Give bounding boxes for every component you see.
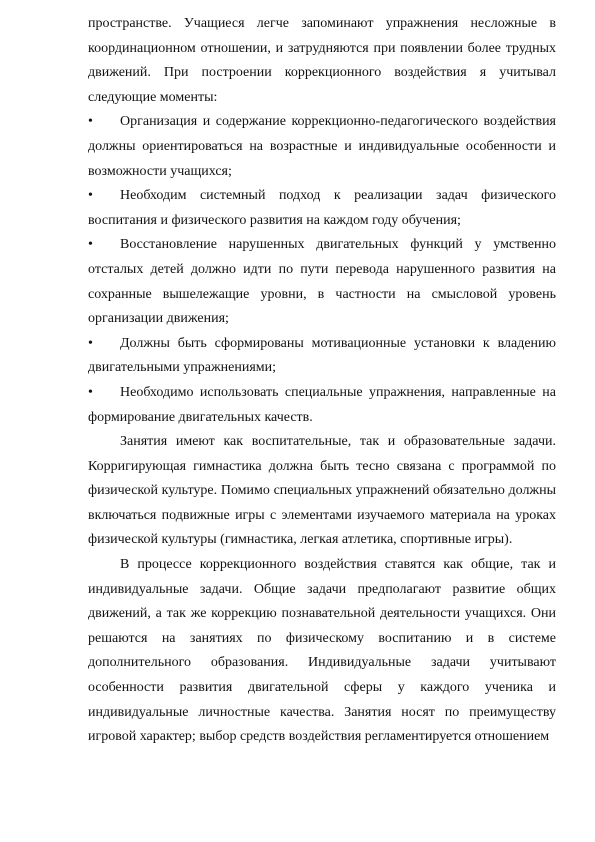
bullet-text: Организация и содержание коррекционно-педагогического воздействия должны ориентироваться на возрастные и индивидуальные особенности и возможности учащихся; [88,114,556,179]
bullet-item [88,184,556,233]
bullet-item [88,233,556,331]
bullet-text: Необходимо использовать специальные упражнения, направленные на формирование двигательных качеств. [88,384,556,425]
bullet-item [88,381,556,430]
bullet-marker: • [88,384,93,400]
bullet-item [88,110,556,184]
bullet-text: Восстановление нарушенных двигательных функций у умственно отсталых детей должно идти по пути перевода нарушенного развития на сохранные вышележащие уровни, в частности на смысловой уровень организации движения; [88,237,556,327]
bullet-text: Должны быть сформированы мотивационные установки к владению двигательными упражнениями; [88,335,556,376]
bullet-marker: • [88,237,93,253]
document-body [88,12,556,750]
paragraph-continuation: пространстве. Учащиеся легче запоминают упражнения несложные в координационном отношении, и затрудняются при появлении более трудных движений. При построении коррекционного воздействия я учитывал следующие моменты: [88,16,556,105]
bullet-marker: • [88,335,93,351]
paragraph-indented: В процессе коррекционного воздействия ставятся как общие, так и индивидуальные задачи. Общие задачи предполагают развитие общих движений, а так же коррекцию познавательной деятельности учащихся. Они решаются на занятиях по физическому воспитанию и в системе дополнительного образования. Индивидуальные задачи учитывают особенности развития двигательной сферы у каждого ученика и индивидуальные личностные качества. Занятия носят по преимуществу игровой характер; выбор средств воздействия регламентируется отношением [88,557,556,745]
bullet-marker: • [88,114,93,130]
bullet-text: Необходим системный подход к реализации задач физического воспитания и физического развития на каждом году обучения; [88,188,556,228]
paragraph-indented: Занятия имеют как воспитательные, так и образовательные задачи. Корригирующая гимнастика должна быть тесно связана с программой по физической культуре. Помимо специальных упражнений обязательно должны включаться подвижные игры с элементами изучаемого материала на уроках физической культуры (гимнастика, легкая атлетика, спортивные игры). [88,434,556,548]
bullet-marker: • [88,188,93,204]
bullet-item [88,332,556,381]
